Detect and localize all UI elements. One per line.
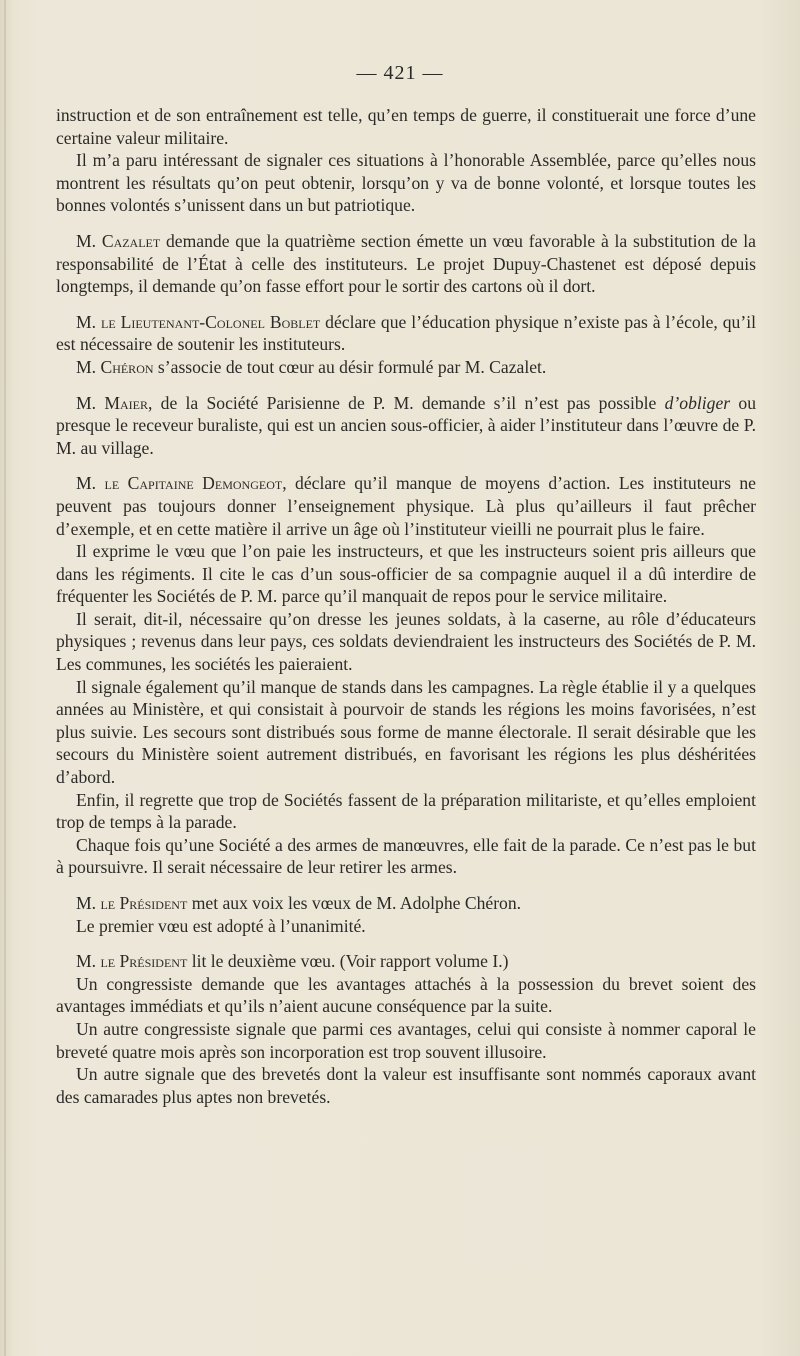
paragraph-text: s’associe de tout cœur au désir formulé par M. Cazalet. xyxy=(153,356,547,377)
speaker-prefix: M. xyxy=(76,951,101,972)
paragraph-congressiste-1: Un congressiste demande que les avantages attachés à la possession du brevet soient des avantages immédiats et qu’ils n’aient aucune conséquence par la suite. xyxy=(56,973,756,1017)
page-binding-edge xyxy=(4,0,6,1356)
paragraph-2: Il m’a paru intéressant de signaler ces situations à l’honorable Assemblée, parce qu’elles nous montrent les résultats qu’on peut obtenir, lorsqu’on y va de bonne volonté, et lorsque toutes les bonnes volontés s’unissent dans un but patriotique. xyxy=(56,150,756,216)
paragraph-text: met aux voix les vœux de M. Adolphe Chéron. xyxy=(187,893,522,913)
paragraph-1: instruction et de son entraînement est telle, qu’en temps de guerre, il constituerait une force d’une certaine valeur militaire. xyxy=(56,105,756,148)
speaker-prefix: M. xyxy=(76,473,105,494)
paragraph-text: , de la Société Parisienne de P. M. demande s’il n’est pas possible xyxy=(147,392,665,413)
paragraph-text: lit le deuxième vœu. (Voir rapport volume I.) xyxy=(187,951,509,972)
speaker-name: Maier xyxy=(104,392,148,413)
paragraph-caserne: Il serait, dit-il, nécessaire qu’on dresse les jeunes soldats, à la caserne, au rôle d’éducateurs physiques ; revenus dans leur pays, ces soldats deviendraient les instructeurs des Sociétés de P. M. Les communes, les sociétés les paieraient. xyxy=(56,608,756,675)
paragraph-demongeot xyxy=(56,472,756,540)
paragraph-text: demande que la quatrième section émette un vœu favorable à la substitution de la responsabilité de l’État à celle des instituteurs. Le projet Dupuy-Chastenet est déposé depuis longtemps, il demande qu’on fasse effort pour le sortir des cartons où il dort. xyxy=(56,230,756,297)
paragraph-instructeurs: Il exprime le vœu que l’on paie les instructeurs, et que les instructeurs soient pris ailleurs que dans les régiments. Il cite le cas d’un sous-officier de sa compagnie auquel il a dû interdire de fréquenter les Sociétés de P. M. parce qu’il manquait de repos pour le service militaire. xyxy=(56,541,756,607)
paragraph-stands: Il signale également qu’il manque de stands dans les campagnes. La règle établie il y a quelques années au Ministère, et qui consistait à pourvoir de stands les régions les moins favorisées, n’est plus suivie. Les secours sont distribués sous forme de manne électorale. Il serait désirable que les secours du Ministère soient autrement distribués, en favorisant les régions les plus déshéritées d’abord. xyxy=(56,676,756,788)
speaker-name: le Président xyxy=(100,951,188,972)
page-number-header: — 421 — xyxy=(356,62,444,84)
paragraph-text: déclare que l’éducation physique n’existe pas à l’école, qu’il est nécessaire de soutenir les instituteurs. xyxy=(56,311,756,355)
paragraph-president-reads xyxy=(56,950,756,973)
speaker-name: le Lieutenant-Colonel Boblet xyxy=(100,311,321,332)
body-text xyxy=(56,104,756,1108)
speaker-name: Chéron xyxy=(100,356,154,377)
paragraph-text: ou presque le receveur buraliste, qui est un ancien sous-officier, à aider l’instituteur dans l’œuvre de P. M. au village. xyxy=(56,392,756,458)
speaker-name: le Capitaine Demongeot xyxy=(104,473,283,494)
speaker-name: Cazalet xyxy=(101,230,161,251)
paragraph-text: , déclare qu’il manque de moyens d’action. Les instituteurs ne peuvent pas toujours donner l’enseignement physique. Là plus qu’ailleurs il faut prêcher d’exemple, et en cette matière il arrive un âge où l’instituteur vieilli ne pourrait plus le faire. xyxy=(56,473,756,539)
paragraph-cheron xyxy=(56,356,756,379)
paragraph-congressiste-2: Un autre congressiste signale que parmi ces avantages, celui qui consiste à nommer caporal le breveté quatre mois après son incorporation est trop souvent illusoire. xyxy=(56,1018,756,1062)
speaker-name: le Président xyxy=(100,893,188,913)
paragraph-president-vote xyxy=(56,892,756,915)
paragraph-cazalet xyxy=(56,230,756,298)
italic-word: d’obliger xyxy=(664,392,731,413)
paragraph-maier xyxy=(56,392,756,460)
paragraph-adopted: Le premier vœu est adopté à l’unanimité. xyxy=(76,915,366,936)
speaker-prefix: M. xyxy=(76,392,105,413)
paragraph-congressiste-3: Un autre signale que des brevetés dont la valeur est insuffisante sont nommés caporaux avant des camarades plus aptes non brevetés. xyxy=(56,1064,756,1107)
paragraph-boblet xyxy=(56,311,756,356)
speaker-prefix: M. xyxy=(76,893,101,913)
speaker-prefix: M. xyxy=(76,311,101,332)
paragraph-militariste: Enfin, il regrette que trop de Sociétés fassent de la préparation militariste, et qu’elles emploient trop de temps à la parade. xyxy=(56,789,756,833)
speaker-prefix: M. xyxy=(76,230,102,251)
paragraph-parade: Chaque fois qu’une Société a des armes de manœuvres, elle fait de la parade. Ce n’est pas le but à poursuivre. Il serait nécessaire de leur retirer les armes. xyxy=(56,834,756,878)
speaker-prefix: M. xyxy=(76,356,101,377)
